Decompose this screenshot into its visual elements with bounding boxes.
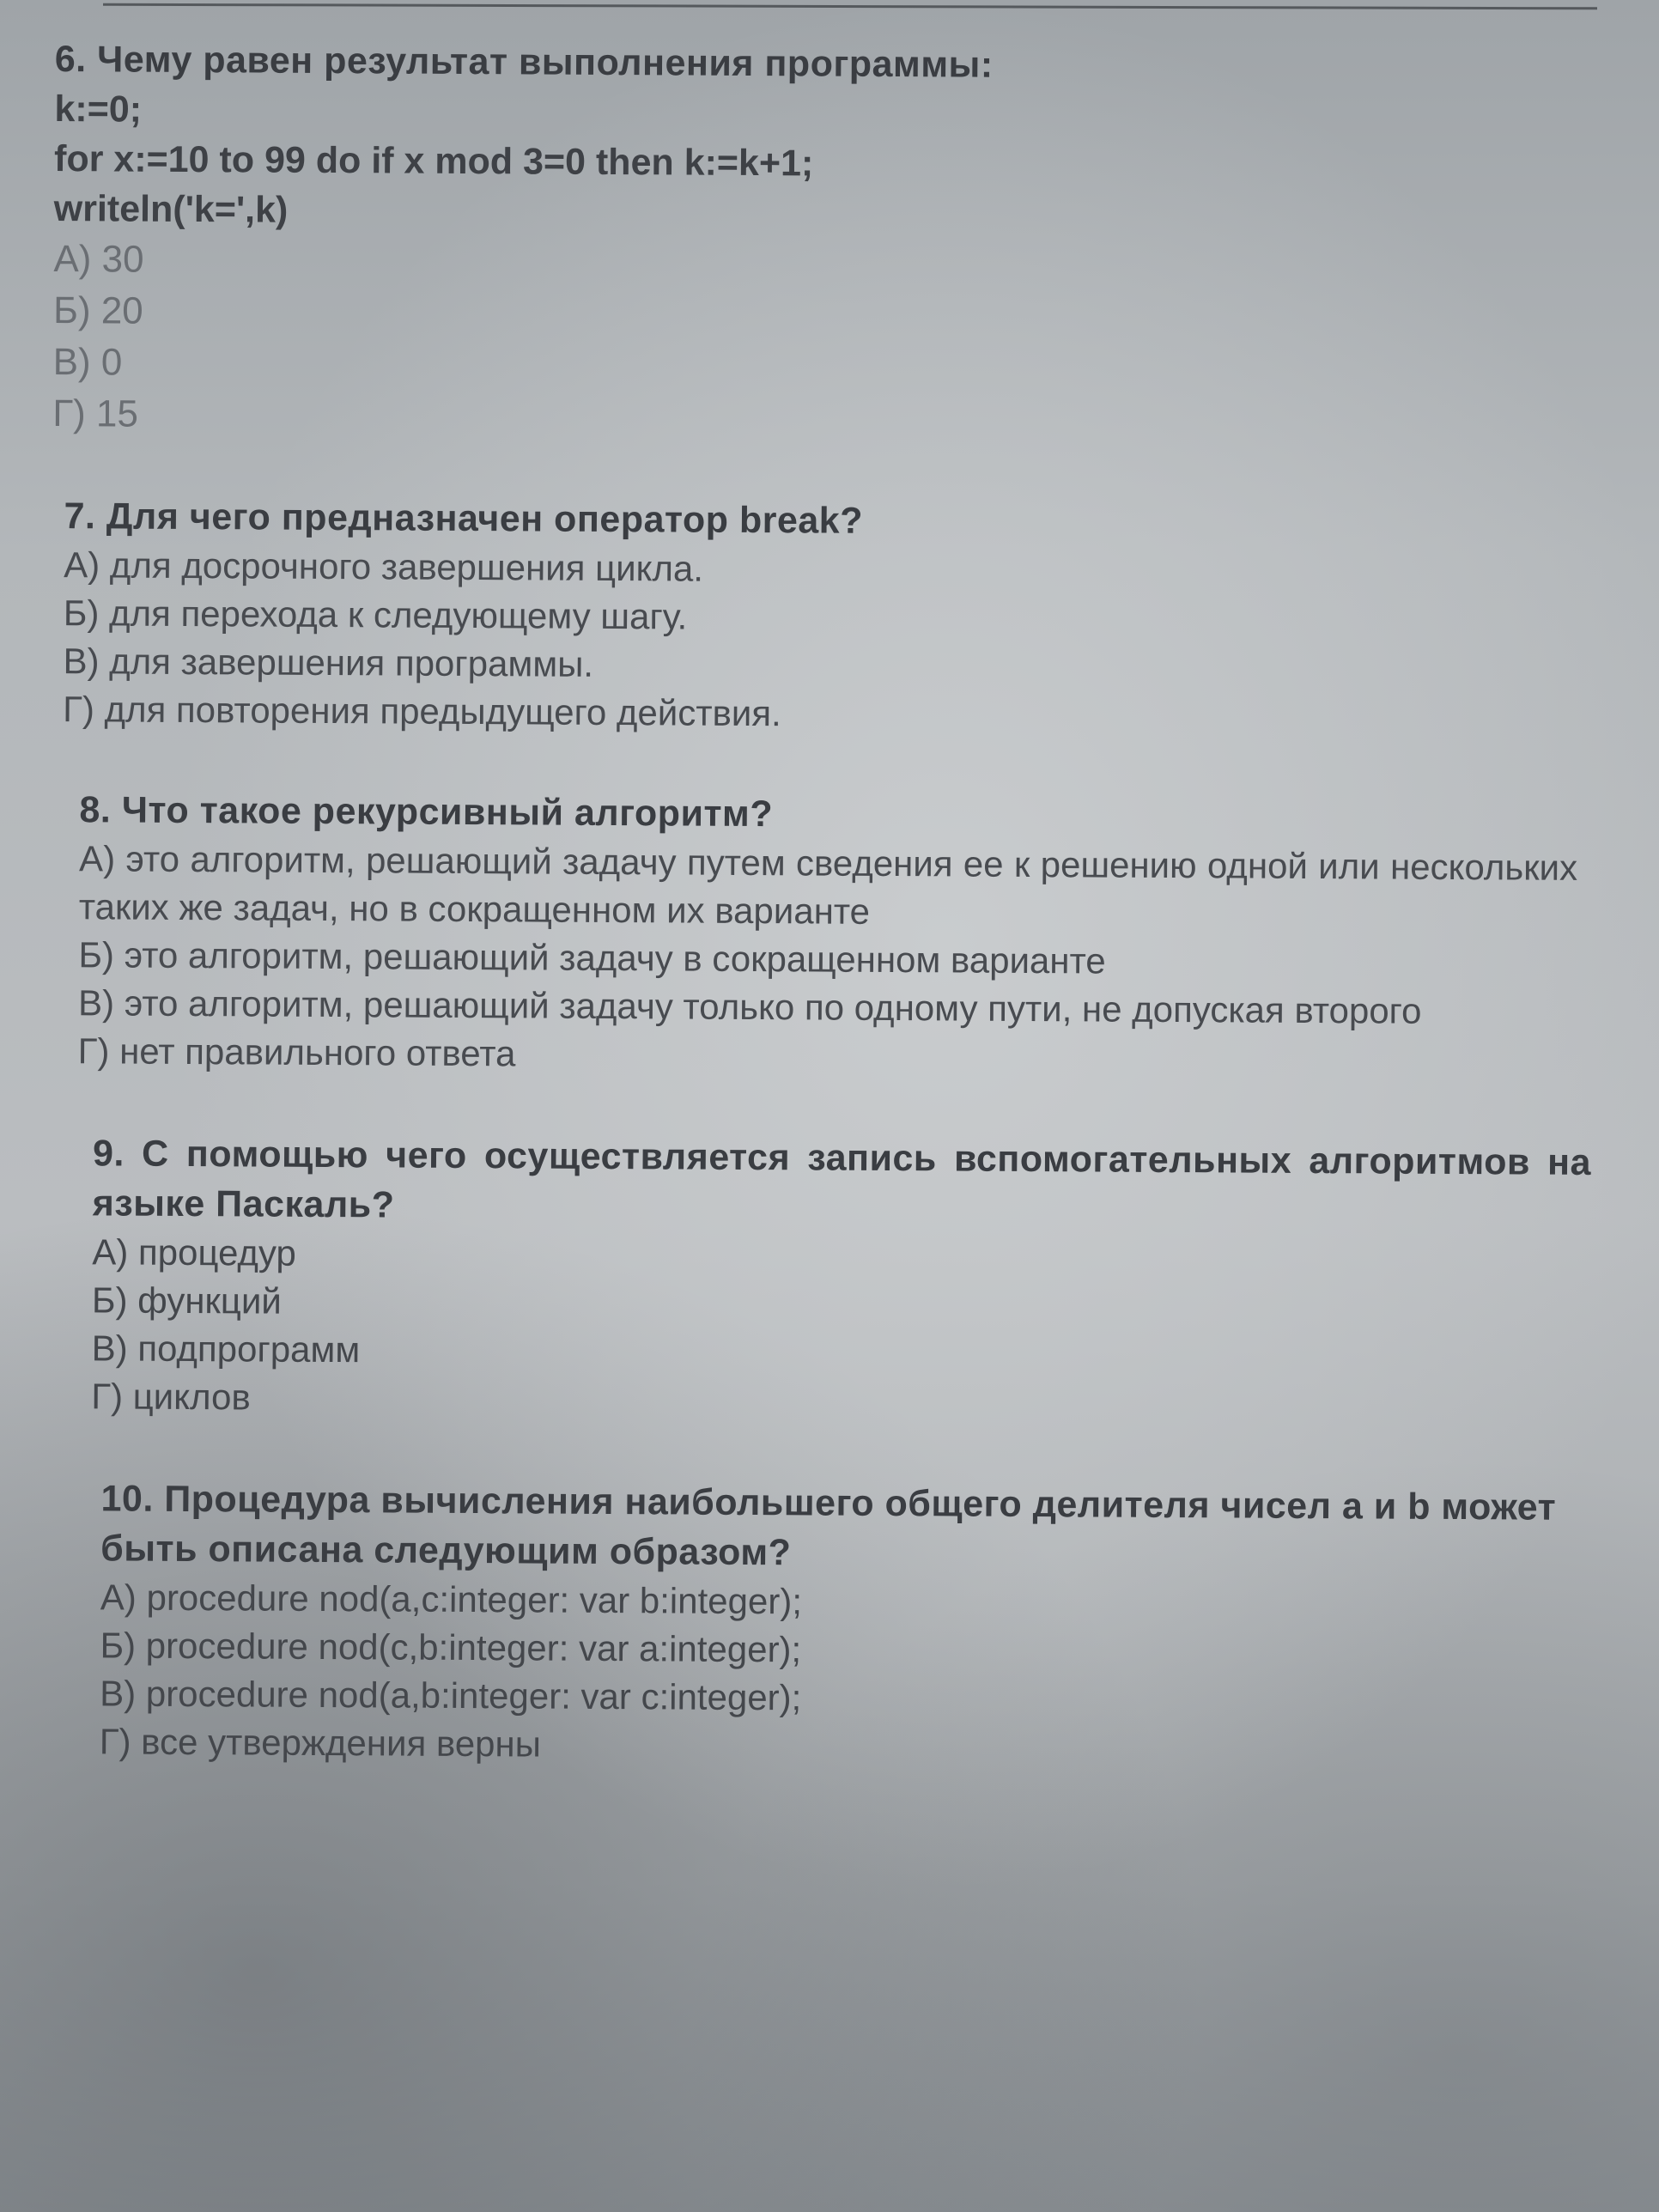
question-title: 8. Что такое рекурсивный алгоритм? xyxy=(79,789,774,836)
answer-option-d: Г) 15 xyxy=(52,392,139,435)
answer-option-c: В) подпрограмм xyxy=(91,1328,361,1370)
answer-option-b: Б) procedure nod(c,b:integer: var a:integer); xyxy=(100,1625,802,1670)
question-9 xyxy=(91,1128,1591,1430)
answer-option-b: Б) это алгоритм, решающий задачу в сокращенном варианте xyxy=(78,934,1106,981)
answer-option-c: В) 0 xyxy=(52,341,123,384)
top-rule xyxy=(103,3,1597,10)
code-line: for x:=10 to 99 do if x mod 3=0 then k:=k+1; xyxy=(53,138,814,185)
question-8 xyxy=(78,785,1578,1085)
answer-option-b: Б) функций xyxy=(91,1279,282,1322)
answer-option-a: А) процедур xyxy=(92,1231,297,1273)
code-line: k:=0; xyxy=(54,88,143,131)
answer-option-d: Г) все утверждения верны xyxy=(99,1721,542,1765)
answer-option-a: А) 30 xyxy=(53,238,144,281)
answer-option-c: В) procedure nod(a,b:integer: var c:integer); xyxy=(100,1673,802,1718)
answer-option-b: Б) 20 xyxy=(52,289,143,332)
answer-option-d: Г) нет правильного ответа xyxy=(77,1030,516,1074)
answer-option-a: А) procedure nod(a,c:integer: var b:integer); xyxy=(100,1577,803,1622)
answer-option-d: Г) циклов xyxy=(91,1376,251,1418)
answer-option-b: Б) для перехода к следующему шагу. xyxy=(63,592,688,637)
question-title: 7. Для чего предназначен оператор break? xyxy=(64,495,864,542)
answer-option-a: А) для досрочного завершения цикла. xyxy=(64,544,704,589)
answer-option-d: Г) для повторения предыдущего действия. xyxy=(63,689,781,734)
answer-option-a: А) это алгоритм, решающий задачу путем сведения ее к решению одной или нескольких таких же задач, но в сокращенном их варианте xyxy=(78,838,1578,932)
code-line: writeln('k=',k) xyxy=(53,188,289,231)
question-6 xyxy=(52,34,1595,449)
answer-option-c: В) это алгоритм, решающий задачу только по одному пути, не допуская второго xyxy=(77,982,1422,1031)
question-title: 9. С помощью чего осуществляется запись вспомогательных алгоритмов на языке Паскаль? xyxy=(92,1133,1592,1226)
answer-option-c: В) для завершения программы. xyxy=(63,641,594,684)
question-10 xyxy=(100,1474,1600,1775)
test-sheet xyxy=(40,34,1595,1775)
question-title: 6. Чему равен результат выполнения программы: xyxy=(54,39,994,86)
question-7 xyxy=(63,491,1593,743)
question-title: 10. Процедура вычисления наибольшего общего делителя чисел a и b может быть описана следующим образом? xyxy=(100,1478,1557,1574)
